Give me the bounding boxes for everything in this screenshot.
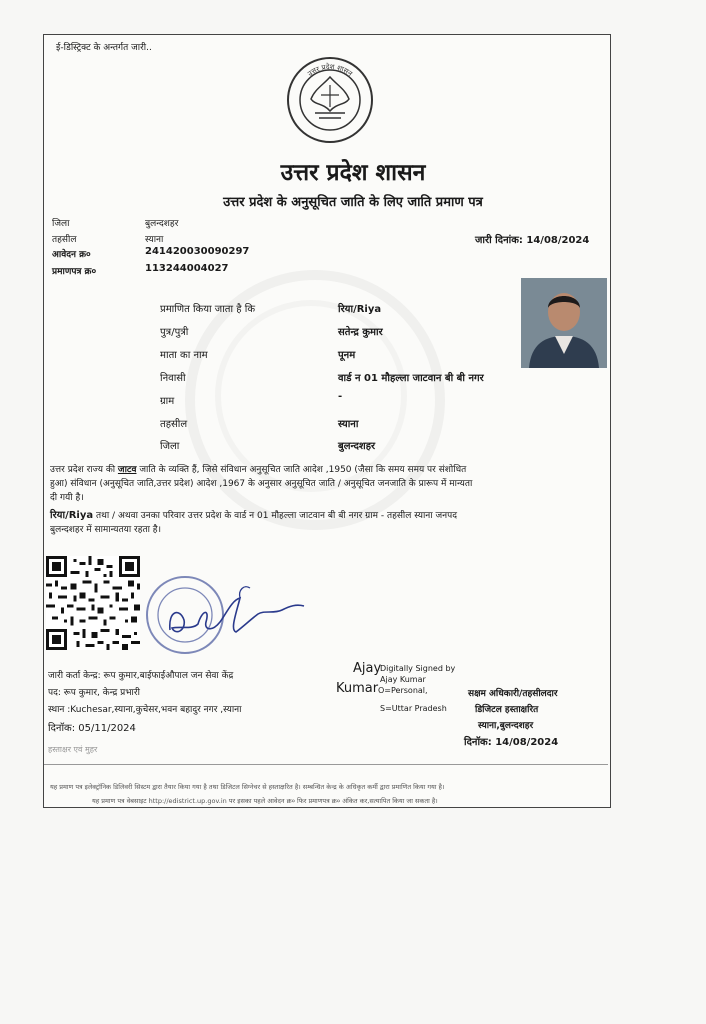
detail-value-mother: पूनम <box>338 350 356 361</box>
detail-label-resident: निवासी <box>160 373 186 384</box>
caste-text-prefix: उत्तर प्रदेश राज्य की <box>50 465 118 475</box>
detail-value-tehsil: स्याना <box>338 419 359 430</box>
residence-text: तथा / अथवा उनका परिवार उत्तर प्रदेश के वार्ड न 01 मौहल्ला जाटवान बी बी नगर ग्राम - तहसील स्याना जनपद <box>93 511 458 521</box>
digital-sign-line-1: Digitally Signed by <box>380 664 456 673</box>
detail-value-father: सतेन्द्र कुमार <box>338 327 383 338</box>
issuer-date: दिनॉक: 05/11/2024 <box>48 723 136 734</box>
paragraph-caste-line-1 <box>50 462 466 475</box>
caste-text-suffix: जाति के व्यक्ति हैं, जिसे संविधान अनुसूचित जाति आदेश ,1950 (जैसा कि समय समय पर संशोधित <box>136 465 467 475</box>
paragraph-residence-line-1 <box>50 507 457 521</box>
paragraph-residence-line-2: बुलन्दशहर में सामान्यतया रहता है। <box>50 525 162 535</box>
digital-sign-line-4: S=Uttar Pradesh <box>380 704 447 713</box>
footer-line-2: यह प्रमाण पत्र वेबसाइट http://edistrict.up.gov.in पर इसका पहले आवेदन क्र० फिर प्रमाणपत्र क्र० अंकित कर,सत्यापित किया जा सकता है। <box>92 797 438 805</box>
detail-value-name: रिया/Riya <box>338 304 382 315</box>
detail-value-district: बुलन्दशहर <box>338 441 376 452</box>
emblem-text: उत्तर प्रदेश शासन <box>306 62 354 78</box>
caste-name: जाटव <box>117 465 137 475</box>
digital-sign-line-2: Ajay Kumar <box>380 675 426 684</box>
authority-place: स्याना,बुलन्दशहर <box>478 721 534 731</box>
sign-and-seal-note: हस्ताक्षर एवं मुहर <box>48 745 98 754</box>
issuer-kendra: जारी कर्ता केन्द्र: रूप कुमार,बाईफाईऔपाल जन सेवा केंद्र <box>48 671 234 681</box>
detail-value-address: वार्ड न 01 मौहल्ला जाटवान बी बी नगर <box>338 373 484 384</box>
application-number: 241420030090297 <box>145 246 250 257</box>
certificate-label: प्रमाणपत्र क्र० <box>52 267 97 277</box>
digital-sign-name-first: Ajay <box>353 661 382 676</box>
up-government-emblem <box>285 55 375 145</box>
issuer-seal-signature <box>140 570 310 660</box>
paragraph-caste-line-3: दी गयी है। <box>50 493 84 503</box>
document-title: उत्तर प्रदेश शासन <box>280 160 426 186</box>
qr-code <box>46 556 140 650</box>
edistrict-note: ई-डिस्ट्रिक्ट के अन्तर्गत जारी.. <box>56 43 152 53</box>
issue-date: जारी दिनांक: 14/08/2024 <box>475 235 590 246</box>
district-label: जिला <box>52 219 70 229</box>
issuer-post: पद: रूप कुमार, केन्द्र प्रभारी <box>48 688 140 698</box>
tehsil-value: स्याना <box>145 235 164 245</box>
residence-name: रिया/Riya <box>50 510 94 521</box>
document-subtitle: उत्तर प्रदेश के अनुसूचित जाति के लिए जाति प्रमाण पत्र <box>223 195 483 210</box>
footer-divider <box>44 764 608 765</box>
detail-label-child-of: पुत्र/पुत्री <box>160 327 189 338</box>
authority-date: दिनॉक: 14/08/2024 <box>464 737 559 748</box>
detail-label-certified: प्रमाणित किया जाता है कि <box>160 304 256 315</box>
application-label: आवेदन क्र० <box>52 250 91 260</box>
authority-title: सक्षम अधिकारी/तहसीलदार <box>468 689 558 699</box>
detail-label-tehsil: तहसील <box>160 419 188 430</box>
detail-label-district: जिला <box>160 441 180 452</box>
authority-signed: डिजिटल हस्ताक्षरित <box>475 705 539 715</box>
issuer-place: स्थान :Kuchesar,स्याना,कुचेसर,भवन बहादुर नगर ,स्याना <box>48 705 242 715</box>
district-value: बुलन्दशहर <box>145 219 179 229</box>
applicant-photo <box>521 278 607 368</box>
detail-label-village: ग्राम <box>160 396 175 407</box>
tehsil-label: तहसील <box>52 235 77 245</box>
detail-label-mother: माता का नाम <box>160 350 208 361</box>
detail-value-village: - <box>338 391 343 402</box>
digital-sign-line-3: O=Personal, <box>378 686 428 695</box>
certificate-number: 113244004027 <box>145 263 229 274</box>
footer-line-1: यह प्रमाण पत्र इलेक्ट्रॉनिक डिलिवरी सिस्टम द्वारा तैयार किया गया है तथा डिजिटल सिग्नेचर से हस्ताक्षरित है। सम्बन्धित केन्द्र के अधिकृत कर्मी द्वारा प्रमाणित किया गया है। <box>50 783 445 791</box>
digital-sign-name-last: Kumar <box>336 681 379 696</box>
paragraph-caste-line-2: हुआ) संविधान (अनुसूचित जाति,उत्तर प्रदेश) आदेश ,1967 के अनुसार अनुसूचित जाति / अनुसूचित जनजाति के प्रारूप में मान्यता <box>50 479 473 489</box>
svg-text:उत्तर प्रदेश शासन <box>306 62 354 78</box>
